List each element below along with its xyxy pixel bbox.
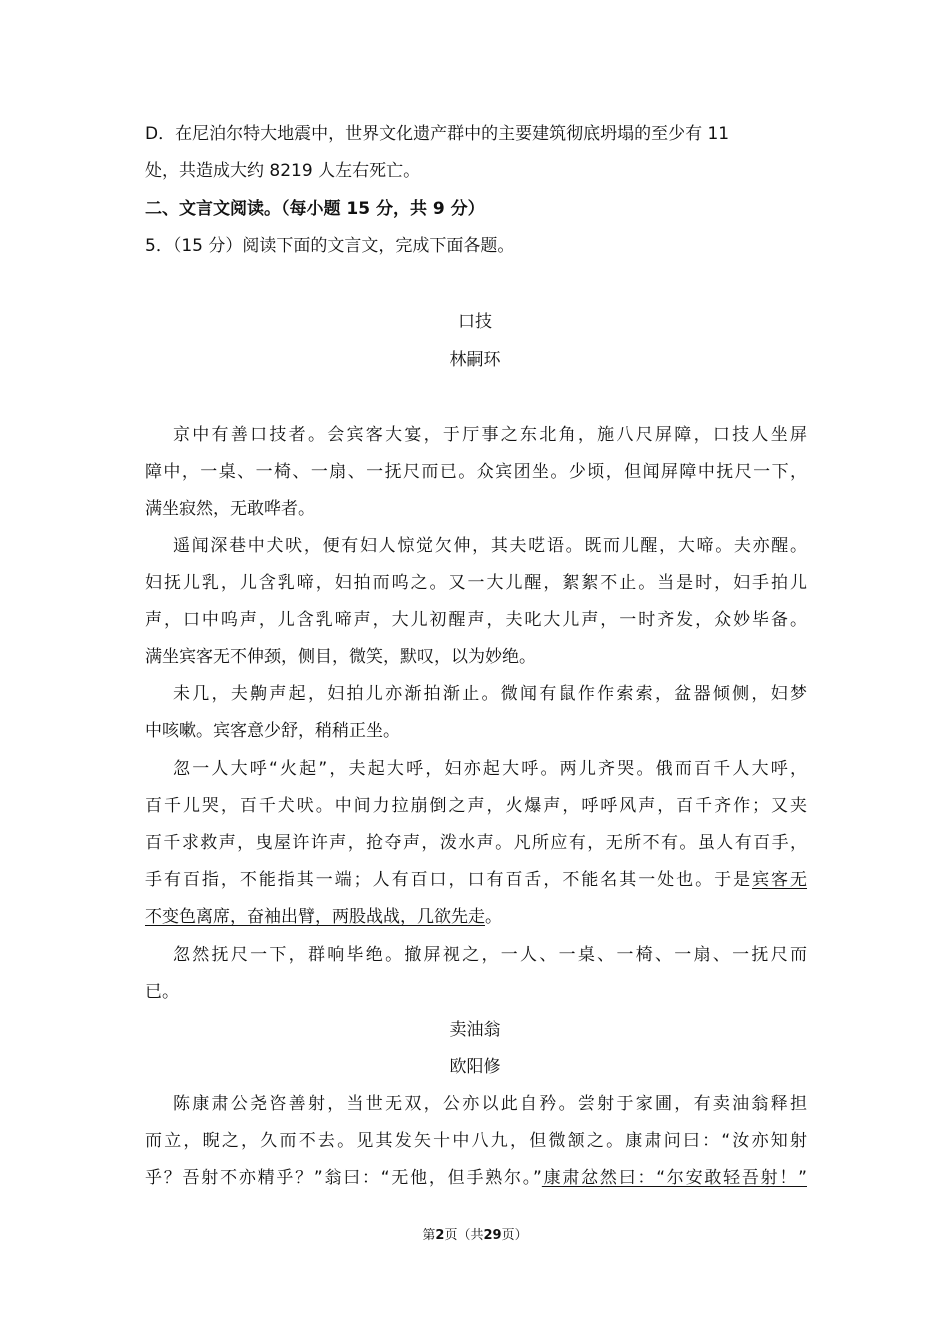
underlined-quote: 康肃忿然曰：“尔安敢轻吾射！”: [541, 1168, 807, 1188]
section-heading: 二、文言文阅读。（每小题 15 分，共 9 分）: [145, 199, 485, 219]
underlined-sentence-end: 不变色离席，奋袖出臂，两股战战，几欲先走: [145, 907, 485, 927]
passage-2-author: 欧阳修: [449, 1057, 501, 1077]
p6-line-3: [145, 1167, 807, 1189]
p4-line-3: 百千求救声，曳屋许许声，抢夺声，泼水声。凡所应有，无所不有。虽人有百手，: [145, 833, 807, 853]
footer-prefix: 第: [422, 1228, 436, 1243]
p5-line-2: 已。: [145, 982, 179, 1002]
p2-line-2: 妇抚儿乳，儿含乳啼，妇拍而呜之。又一大儿醒，絮絮不止。当是时，妇手拍儿: [145, 573, 807, 593]
footer-suffix: 页）: [501, 1228, 528, 1243]
footer-middle: 页（共: [444, 1228, 484, 1243]
page-footer: [0, 1227, 950, 1245]
p1-line-3: 满坐寂然，无敢哗者。: [145, 499, 315, 519]
p4-line-5: [145, 906, 807, 928]
p4-line-4-text: 手有百指，不能指其一端；人有百口，口有百舌，不能名其一处也。于是: [145, 870, 753, 890]
page-number: 2: [435, 1228, 445, 1243]
p4-line-2: 百千儿哭，百千犬吠。中间力拉崩倒之声，火爆声，呼呼风声，百千齐作；又夹: [145, 796, 807, 816]
question-5-prompt: 5．（15 分）阅读下面的文言文，完成下面各题。: [145, 236, 515, 256]
passage-2-title: 卖油翁: [449, 1020, 501, 1040]
p2-line-4: 满坐宾客无不伸颈，侧目，微笑，默叹，以为妙绝。: [145, 647, 536, 667]
option-d-line-1: D．在尼泊尔特大地震中，世界文化遗产群中的主要建筑彻底坍塌的至少有 11: [145, 124, 730, 144]
p3-line-1: 未几，夫齁声起，妇拍儿亦渐拍渐止。微闻有鼠作作索索，盆器倾侧，妇梦: [173, 684, 807, 704]
option-d-line-2: 处，共造成大约 8219 人左右死亡。: [145, 161, 421, 181]
p4-line-4: [145, 869, 807, 891]
passage-1-author: 林嗣环: [449, 350, 501, 370]
p6-line-2: 而立，睨之，久而不去。见其发矢十中八九，但微颔之。康肃问曰：“汝亦知射: [145, 1131, 807, 1151]
p2-line-1: 遥闻深巷中犬吠，便有妇人惊觉欠伸，其夫呓语。既而儿醒，大啼。夫亦醒。: [173, 536, 807, 556]
p4-line-5-period: 。: [485, 907, 502, 927]
total-pages: 29: [483, 1228, 502, 1243]
p5-line-1: 忽然抚尺一下，群响毕绝。撤屏视之，一人、一桌、一椅、一扇、一抚尺而: [173, 945, 807, 965]
underlined-sentence-start: 宾客无: [752, 870, 808, 890]
p6-line-1: 陈康肃公尧咨善射，当世无双，公亦以此自矜。尝射于家圃，有卖油翁释担: [173, 1094, 807, 1114]
p2-line-3: 声，口中呜声，儿含乳啼声，大儿初醒声，夫叱大儿声，一时齐发，众妙毕备。: [145, 610, 807, 630]
p4-line-1: 忽一人大呼“火起”，夫起大呼，妇亦起大呼。两儿齐哭。俄而百千人大呼，: [173, 759, 807, 779]
p6-line-3-text: 乎？吾射不亦精乎？”翁曰：“无他，但手熟尔。”: [145, 1168, 542, 1188]
p1-line-2: 障中，一桌、一椅、一扇、一抚尺而已。众宾团坐。少顷，但闻屏障中抚尺一下，: [145, 462, 807, 482]
passage-1-title: 口技: [458, 312, 492, 332]
p3-line-2: 中咳嗽。宾客意少舒，稍稍正坐。: [145, 721, 400, 741]
p1-line-1: 京中有善口技者。会宾客大宴，于厅事之东北角，施八尺屏障，口技人坐屏: [173, 425, 807, 445]
